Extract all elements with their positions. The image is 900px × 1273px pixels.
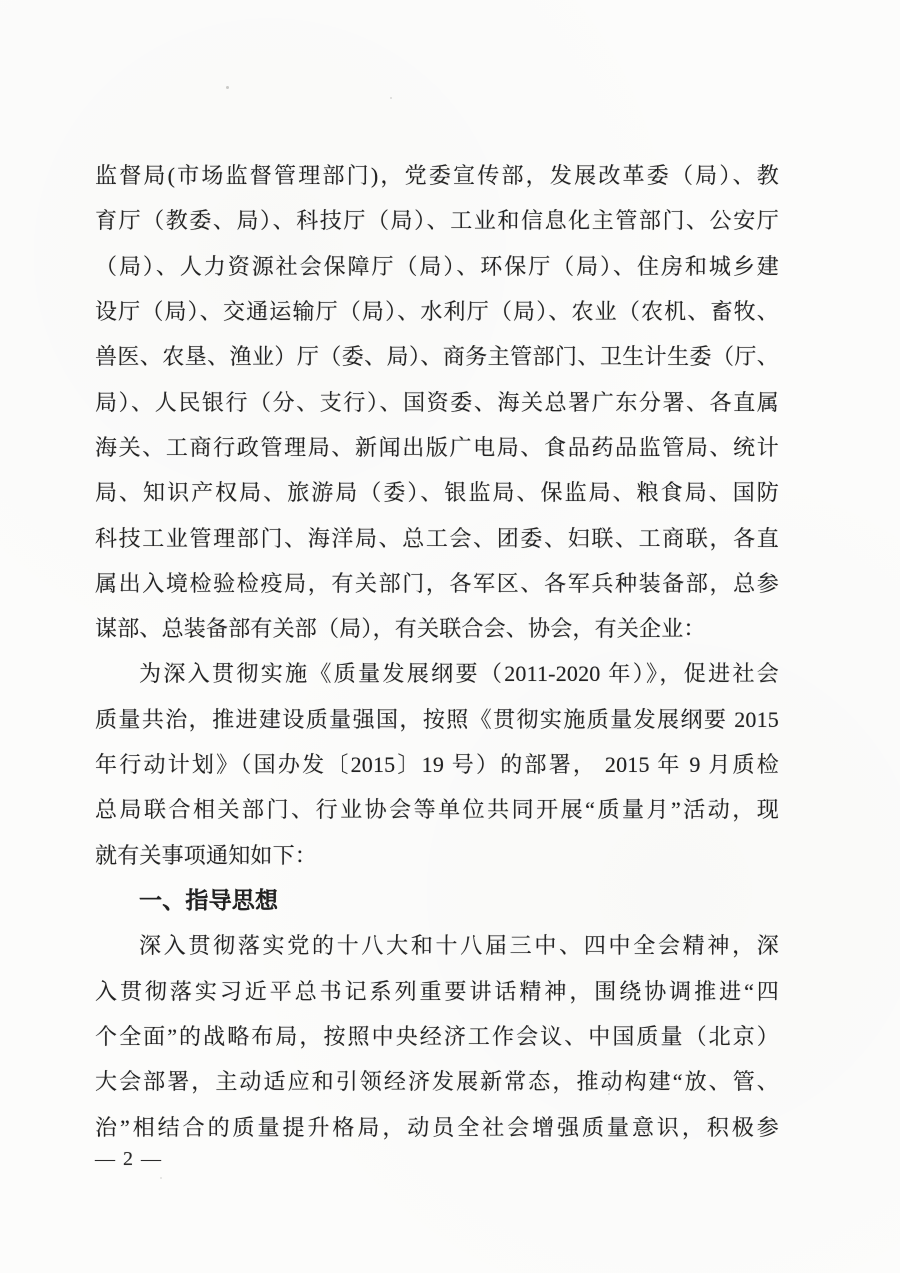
text-line: 设厅（局）、交通运输厅（局）、水利厅（局）、农业（农机、畜牧、 [95,298,779,324]
text-line: 总局联合相关部门、行业协会等单位共同开展“质量月”活动，现 [95,797,779,823]
text-line: 治”相结合的质量提升格局，动员全社会增强质量意识，积极参 [95,1114,779,1140]
scan-speck [226,86,229,89]
section-heading: 一、指导思想 [139,887,279,913]
text-line: 质量共治，推进建设质量强国，按照《贯彻实施质量发展纲要 2015 [95,706,779,732]
page-number: — 2 — [95,1148,163,1170]
text-line: 就有关事项通知如下： [95,842,318,868]
scan-speck [390,97,392,99]
text-line: 年行动计划》（国办发〔2015〕19 号）的部署， 2015 年 9 月质检 [95,752,779,778]
text-line: 为深入贯彻实施《质量发展纲要（2011-2020 年）》，促进社会 [139,661,779,687]
text-line: 育厅（教委、局）、科技厅（局）、工业和信息化主管部门、公安厅 [95,208,779,234]
text-line: 属出入境检验检疫局，有关部门，各军区、各军兵种装备部，总参 [95,570,779,596]
text-line: 监督局(市场监督管理部门)，党委宣传部，发展改革委（局）、教 [95,163,779,188]
text-line: 海关、工商行政管理局、新闻出版广电局、食品药品监管局、统计 [95,434,779,460]
text-line: 大会部署，主动适应和引领经济发展新常态，推动构建“放、管、 [95,1069,779,1095]
text-line: 谋部、总装备部有关部（局），有关联合会、协会，有关企业： [95,616,706,642]
text-line: 局）、人民银行（分、支行）、国资委、海关总署广东分署、各直属 [95,389,779,415]
text-line: 深入贯彻落实党的十八大和十八届三中、四中全会精神，深 [139,933,779,959]
text-line: 个全面”的战略布局，按照中央经济工作会议、中国质量（北京） [95,1023,779,1049]
text-line: 局、知识产权局、旅游局（委）、银监局、保监局、粮食局、国防 [95,480,779,506]
text-line: 科技工业管理部门、海洋局、总工会、团委、妇联、工商联，各直 [95,525,779,551]
text-line: 兽医、农垦、渔业）厅（委、局）、商务主管部门、卫生计生委（厅、 [95,344,779,370]
text-line: （局）、人力资源社会保障厅（局）、环保厅（局）、住房和城乡建 [95,253,779,279]
scan-speck [160,1177,162,1179]
text-line: 入贯彻落实习近平总书记系列重要讲话精神，围绕协调推进“四 [95,978,779,1004]
document-body [95,153,779,1150]
